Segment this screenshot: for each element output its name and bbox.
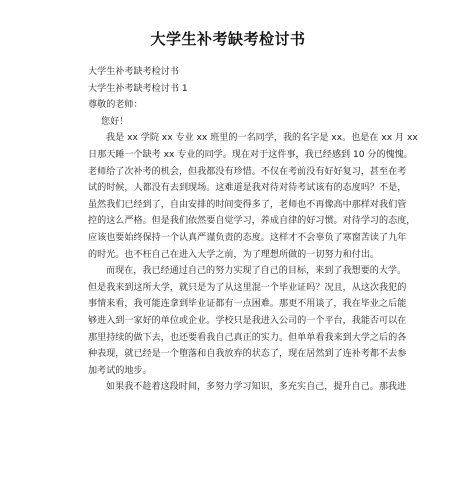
paragraph-line: 但是我来到这所大学，就只是为了从这里混一个毕业证吗？况且，从这次我犯的	[88, 282, 407, 293]
paragraph-line: 那里持续的做下去，也还要看我自己真正的实力。但单单看我来到大学之后的各	[88, 332, 407, 343]
paragraph-line: 加考试的地步。	[88, 365, 152, 376]
paragraph-line: 种表现，就已经是一个堕落和自我放弃的状态了，现在居然到了连补考都不去参	[88, 349, 407, 360]
document-body	[88, 64, 418, 396]
subtitle-line: 大学生补考缺考检讨书	[88, 67, 179, 77]
paragraph-line: 事情来看，我可能连拿到毕业证都有一点困难。那更不用谈了，我在毕业之后能	[88, 299, 407, 310]
paragraph-line: 的时光。也不枉自己在进入大学之前，为了理想所做的一切努力和付出。	[88, 249, 380, 260]
paragraph-line: 虽然我们已经到了，自由安排的时间变得多了，老师也不再像高中那样对我们管	[88, 199, 407, 210]
greeting: 您好！	[101, 116, 129, 127]
section-heading: 大学生补考缺考检讨书 1	[88, 83, 188, 94]
paragraph-line: 够进入到一家好的单位或企业。学校只是我进入公司的一个平台，我能否可以在	[88, 315, 407, 326]
paragraph-line: 老师给了次补考的机会，但我都没有珍惜。不仅在考前没有好好复习，甚至在考	[88, 166, 407, 177]
paragraph-line: 而现在，我已经通过自己的努力实现了自己的目标，来到了我想要的大学。	[106, 266, 407, 277]
paragraph-line: 应该也要始终保持一个认真严谨负责的态度。这样才不会辜负了寒窗苦读了九年	[88, 232, 407, 243]
paragraph-line: 日那天睡一个缺考 xx 专业的同学。现在对于这件事，我已经感到 10 分的愧愧。	[88, 149, 413, 160]
salutation: 尊敬的老师：	[88, 100, 143, 111]
paragraph-line: 控的这么严格。但是我们依然要自觉学习，养成自律的好习惯。对待学习的态度，	[88, 216, 416, 227]
paragraph-line: 如果我不趁着这段时间，多努力学习知识，多充实自己，提升自己。那我进	[106, 382, 407, 393]
paragraph-line: 试的时候，人都没有去到现场。这难道是我对待对待考试该有的态度吗？不是，	[88, 183, 407, 194]
document-title: 大学生补考缺考检讨书	[150, 30, 306, 48]
paragraph-line: 我是 xx 学院 xx 专业 xx 班里的一名同学，我的名字是 xx。也是在 xx 月 xx	[106, 133, 418, 144]
